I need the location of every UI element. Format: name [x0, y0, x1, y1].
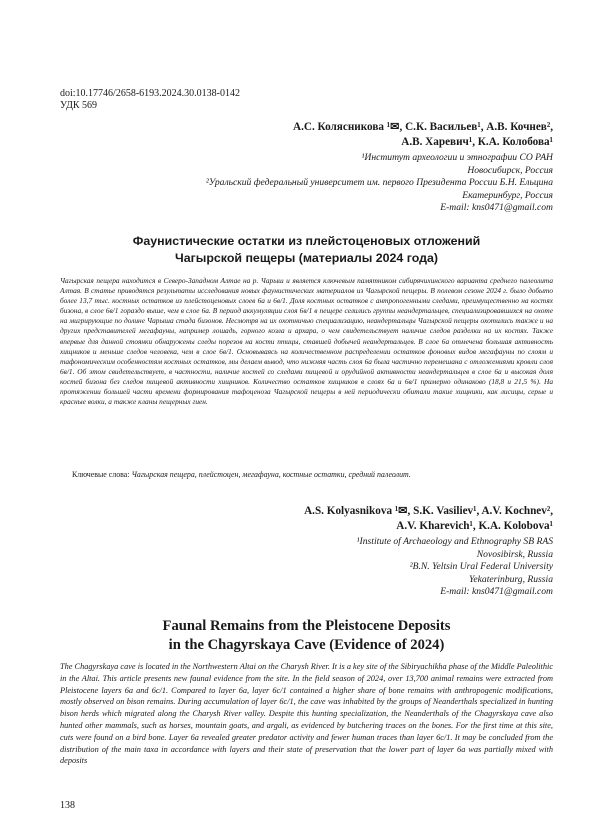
authors-en-line1: A.S. Kolyasnikova ¹✉, S.K. Vasiliev¹, A.V. Kochnev², — [304, 505, 553, 517]
doi: doi:10.17746/2658-6193.2024.30.0138-0142 — [60, 88, 240, 99]
affiliations-ru — [206, 152, 553, 215]
keywords-label: Ключевые слова: — [72, 470, 130, 479]
title-en-line1: Faunal Remains from the Pleistocene Deposits — [162, 618, 451, 634]
authors-ru-line1: А.С. Колясникова ¹✉, С.К. Васильев¹, А.В. Кочнев², — [292, 121, 553, 133]
title-en-line2: in the Chagyrskaya Cave (Evidence of 2024) — [168, 636, 445, 653]
affiliation-en-2: Novosibirsk, Russia — [476, 548, 553, 560]
authors-en-line2: A.V. Kharevich¹, K.A. Kolobova¹ — [396, 520, 553, 532]
affiliation-ru-4: Екатеринбург, Россия — [462, 189, 553, 201]
affiliation-en-4: Yekaterinburg, Russia — [468, 573, 553, 585]
affiliations-en — [357, 536, 553, 599]
title-ru — [60, 233, 553, 267]
affiliation-en-email: E-mail: kns0471@gmail.com — [440, 586, 553, 598]
affiliation-ru-2: Новосибирск, Россия — [467, 164, 553, 176]
keywords-ru — [72, 470, 552, 480]
udk: УДК 569 — [60, 100, 98, 111]
affiliation-ru-1: ¹Институт археологии и этнографии СО РАН — [361, 152, 553, 163]
affiliation-ru-3: ²Уральский федеральный университет им. первого Президента России Б.Н. Ельцина — [205, 177, 553, 189]
title-ru-line2: Чагырской пещеры (материалы 2024 года) — [174, 251, 439, 265]
affiliation-en-3: ²B.N. Yeltsin Ural Federal University — [409, 561, 553, 573]
keywords-value: Чагырская пещера, плейстоцен, мегафауна, костные остатки, средний палеолит. — [131, 470, 411, 479]
abstract-en: The Chagyrskaya cave is located in the Northwestern Altai on the Charysh River. It is a key site of the Sibiryachikha phase of the Middle Paleolithic in the Altai. This article presents new faunal evidence from the site. In the field season of 2024, over 13,700 animal remains were extracted from Pleistocene layers 6a and 6c/1. Compared to layer 6a, layer 6c/1 contained a higher share of bone remains with anthropogenic modifications, mostly observed on bison remains. During accumulation of layer 6c/1, the cave was inhabited by the groups of Neanderthals specialized in hunting bison herds which migrated along the Charysh River valley. Despite this hunting specialization, the Neanderthals of the Chagyrskaya cave also hunted other mammals, such as horses, mountain goats, and argali, as evidenced by butchering traces on the bones. For the first time at this site, cuts were found on a bird bone. Layer 6a revealed greater predator activity and fewer human traces than layer 6c/1. It may be concluded from the distribution of the main taxa in accordance with layers and their state of preservation that the lower part of layer 6a was partially mixed with deposits — [60, 662, 553, 766]
affiliation-ru-email: E-mail: kns0471@gmail.com — [440, 202, 553, 214]
authors-en — [304, 504, 553, 534]
affiliation-en-1: ¹Institute of Archaeology and Ethnography SB RAS — [356, 536, 553, 547]
title-en — [60, 617, 553, 654]
title-ru-line1: Фаунистические остатки из плейстоценовых отложений — [132, 234, 481, 248]
authors-ru — [293, 120, 553, 150]
authors-ru-line2: А.В. Харевич¹, К.А. Колобова¹ — [401, 136, 553, 148]
page-number: 138 — [60, 800, 75, 811]
abstract-ru: Чагырская пещера находится в Северо-Западном Алтае на р. Чарыш и является ключевым памятником сибирячихинского варианта среднего палеолита Алтая. В статье приводятся результаты исследования новых фаунистических материалов из Чагырской пещеры. В полевом сезоне 2024 г. было добыто более 13,7 тыс. костных остатков из плейстоценовых слоев 6а и 6в/1. Доля костных остатков с антропогенными следами, преимущественно на костях бизона, в слое 6в/1 гораздо выше, чем в слое 6а. В период аккумуляции слоя 6в/1 в пещере селились группы неандертальцев, специализировавшихся на охоте на мигрирующие по долине Чарыша стада бизонов. Несмотря на их охотничью специализацию, неандертальцы Чагырской пещеры охотились также и на других представителей мегафауны, например лошадь, горного козла и архара, о чем свидетельствует наличие следов разделки на их костях. Также впервые для данной стоянки обнаружены следы порезов на кости птицы, ставшей добычей неандертальцев. В слое 6а отмечена большая активность хищников и меньше следов человека, чем в слое 6в/1. Основываясь на количественном распределении остатков фоновых видов мегафауны по слоям и тафономическим особенностям костных остатков, мы делаем вывод, что нижняя часть слоя 6а была частично перемешана с отложениями кровли слоя 6в/1. Об этом свидетельствует, в частности, наличие костей со следами пищевой и орудийной активности неандертальцев в слое 6а и высокая доля костей бизона без следов пищевой активности хищников. Количество остатков хищников в слоях 6а и 6в/1 примерно одинаково (18,8 и 21,5 %). На протяжении большей части времени формирования тафоценоза Чагырской пещеры в ней периодически обитали такие хищники, как лисицы, серые и красные волки, а также кланы пещерных гиен. — [60, 276, 553, 407]
